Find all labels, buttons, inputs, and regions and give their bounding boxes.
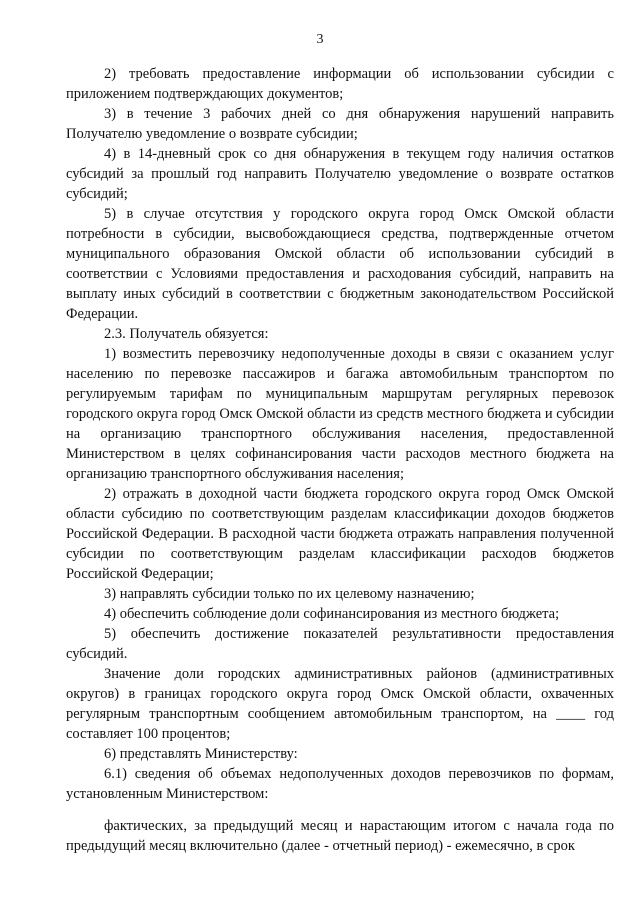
paragraph: 4) в 14-дневный срок со дня обнаружения в текущем году наличия остатков субсидий за прошлый год направить Получателю уведомление о возврате остатков субсидий; [66, 146, 614, 202]
paragraph: 3) в течение 3 рабочих дней со дня обнаружения нарушений направить Получателю уведомление о возврате субсидии; [66, 106, 614, 142]
paragraph: 6.1) сведения об объемах недополученных доходов перевозчиков по формам, установленным Министерством: [66, 766, 614, 802]
paragraph: 3) направлять субсидии только по их целевому назначению; [104, 586, 475, 602]
page-number: 3 [316, 32, 324, 47]
paragraph: Значение доли городских административных районов (административных округов) в границах городского округа город Омск Омской области, охваченных регулярным транспортным сообщением автомобильным транспортом, на ____ год составляет 100 процентов; [66, 666, 614, 742]
document-body [66, 64, 614, 854]
section-heading: 2.3. Получатель обязуется: [104, 326, 269, 342]
paragraph: 2) требовать предоставление информации об использовании субсидии с приложением подтверждающих документов; [66, 66, 614, 102]
paragraph: 2) отражать в доходной части бюджета городского округа город Омск Омской области субсидию по соответствующим разделам классификации доходов бюджетов Российской Федерации. В расходной части бюджета отражать направления полученной субсидии по соответствующим разделам классификации расходов бюджетов Российской Федерации; [66, 486, 614, 582]
paragraph-continued: фактических, за предыдущий месяц и нарастающим итогом с начала года по предыдущий месяц включительно (далее - отчетный период) - ежемесячно, в срок [66, 818, 614, 854]
paragraph: 6) представлять Министерству: [104, 746, 298, 762]
paragraph: 5) в случае отсутствия у городского округа город Омск Омской области потребности в субсидии, высвобождающиеся средства, подтвержденные отчетом муниципального образования Омской области об использовании субсидий в соответствии с Условиями предоставления и расходования субсидий, направить на выплату иных субсидий в соответствии с бюджетным законодательством Российской Федерации. [66, 206, 614, 322]
paragraph: 5) обеспечить достижение показателей результативности предоставления субсидий. [66, 626, 614, 662]
paragraph: 1) возместить перевозчику недополученные доходы в связи с оказанием услуг населению по перевозке пассажиров и багажа автомобильным транспортом по регулируемым тарифам по муниципальным маршрутам регулярных перевозок городского округа город Омск Омской области из средств местного бюджета и субсидии на организацию транспортного обслуживания населения, предоставленной Министерством в целях софинансирования части расходов местного бюджета на организацию транспортного обслуживания населения; [66, 346, 614, 482]
paragraph: 4) обеспечить соблюдение доли софинансирования из местного бюджета; [104, 606, 560, 622]
